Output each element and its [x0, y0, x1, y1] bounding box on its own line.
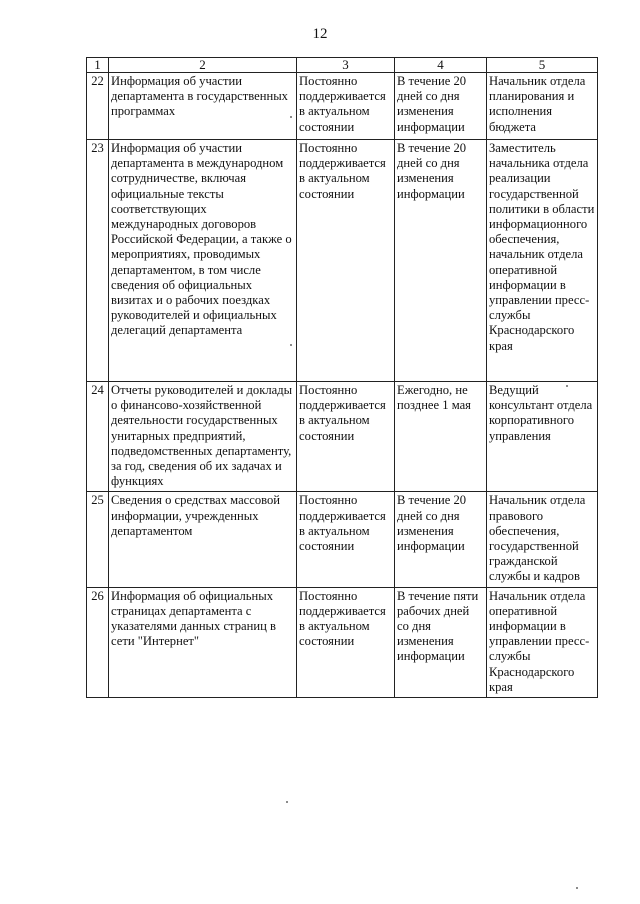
column-header-4: 4 — [395, 58, 487, 73]
disclosure-table — [86, 57, 598, 698]
periodicity-cell: Постоянно поддерживается в актуальном состоянии — [297, 140, 395, 382]
deadline-cell: В течение пяти рабочих дней со дня изменения информации — [395, 587, 487, 697]
info-cell: Информация об участии департамента в государственных программах — [109, 73, 297, 140]
header-row — [87, 58, 598, 73]
column-header-1: 1 — [87, 58, 109, 73]
info-cell: Информация об официальных страницах департамента с указателями данных страниц в сети "Интернет" — [109, 587, 297, 697]
column-header-3: 3 — [297, 58, 395, 73]
row-number: 24 — [87, 382, 109, 492]
periodicity-cell: Постоянно поддерживается в актуальном состоянии — [297, 382, 395, 492]
scan-speck — [286, 801, 288, 803]
deadline-cell: Ежегодно, не позднее 1 мая — [395, 382, 487, 492]
column-header-2: 2 — [109, 58, 297, 73]
responsible-cell: Начальник отдела планирования и исполнения бюджета — [487, 73, 598, 140]
scan-speck — [576, 887, 578, 889]
scan-speck — [566, 385, 568, 387]
scan-speck — [290, 116, 292, 118]
table-row — [87, 140, 598, 382]
table-row — [87, 73, 598, 140]
page-number: 12 — [312, 26, 328, 42]
info-cell: Отчеты руководителей и доклады о финансово-хозяйственной деятельности государственных унитарных предприятий, подведомственных департаменту, за год, сведения об их задачах и функциях — [109, 382, 297, 492]
deadline-cell: В течение 20 дней со дня изменения информации — [395, 492, 487, 587]
table-row — [87, 492, 598, 587]
row-number: 22 — [87, 73, 109, 140]
periodicity-cell: Постоянно поддерживается в актуальном состоянии — [297, 587, 395, 697]
row-number: 23 — [87, 140, 109, 382]
info-cell: Сведения о средствах массовой информации, учрежденных департаментом — [109, 492, 297, 587]
row-number: 25 — [87, 492, 109, 587]
deadline-cell: В течение 20 дней со дня изменения информации — [395, 73, 487, 140]
table-row — [87, 382, 598, 492]
table-row — [87, 587, 598, 697]
scan-speck — [290, 344, 292, 346]
periodicity-cell: Постоянно поддерживается в актуальном состоянии — [297, 492, 395, 587]
periodicity-cell: Постоянно поддерживается в актуальном состоянии — [297, 73, 395, 140]
responsible-cell: Ведущий консультант отдела корпоративного управления — [487, 382, 598, 492]
responsible-cell: Начальник отдела правового обеспечения, государственной гражданской службы и кадров — [487, 492, 598, 587]
column-header-5: 5 — [487, 58, 598, 73]
row-number: 26 — [87, 587, 109, 697]
info-cell: Информация об участии департамента в международном сотрудничестве, включая официальные тексты соответствующих международных договоров Российской Федерации, а также о мероприятиях, проводимых департаментом, в том числе сведения об официальных визитах и о рабочих поездках руководителей и официальных делегаций департамента — [109, 140, 297, 382]
responsible-cell: Начальник отдела оперативной информации в управлении пресс-службы Краснодарского края — [487, 587, 598, 697]
responsible-cell: Заместитель начальника отдела реализации государственной политики в области информационного обеспечения, начальник отдела оперативной информации в управлении пресс-службы Краснодарского края — [487, 140, 598, 382]
deadline-cell: В течение 20 дней со дня изменения информации — [395, 140, 487, 382]
